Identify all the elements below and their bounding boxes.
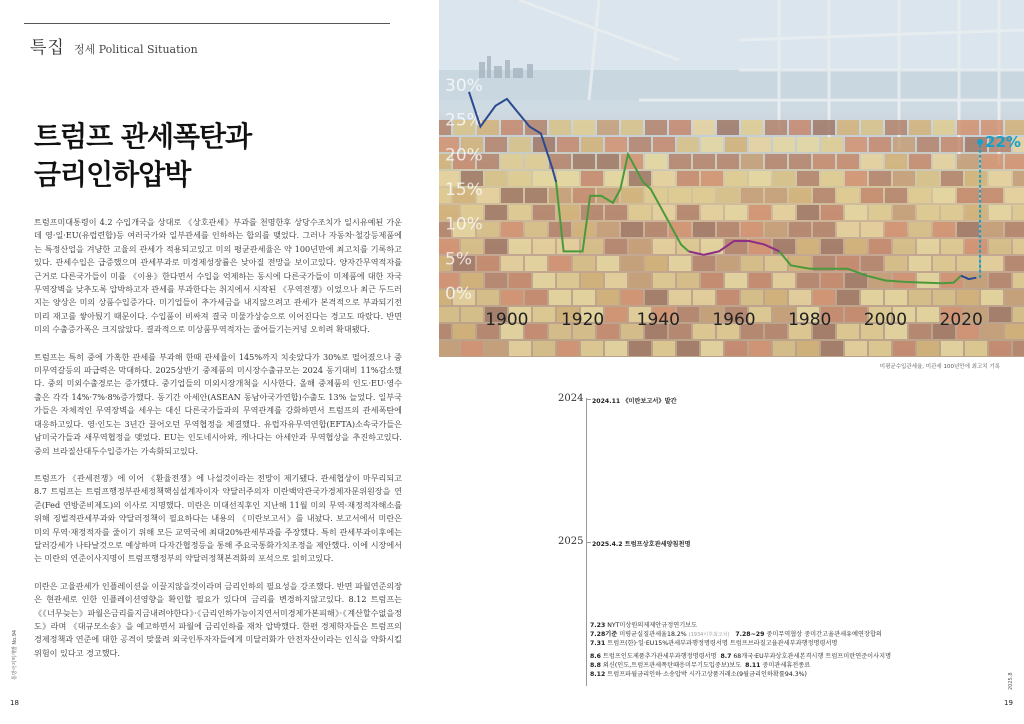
annotation-label: 22% — [985, 133, 1021, 151]
timeline-entry: 7.31 트럼프(한)·일·EU15%관세부과행정명령서명 트럼프브라질고율관세부과행정명령서명 — [590, 640, 838, 647]
body-paragraph: 미란은 고율관세가 인플레이션을 이끌지않을것이라며 금리인하의 필요성을 강조했다. 반면 파월연준의장은 현관세로 인한 인플레이션영향을 확인할 필요가 있다며 금리를 변경하지않고있다. 8.12 트럼프는 《《너무늦는》파월은금리를지금내려야한다》·《금리인하가능이지연서미경제가본피해》·《계산할수없을정도》라며 《대규모소송》을 예고하면서 파월에 금리인하를 재차 압박했다. 한편 경제학자들은 트럼프의 경제정책과 연준에 대한 공격이 맞물려 외국인투자자들에게 미달러화가 안전자산이라는 인식을 약화시킬 위험이 있다고 경고했다. — [34, 580, 402, 658]
body-paragraph: 트럼프미대통령이 4.2 수입개국을 상대로 《상호관세》부과를 천명한후 상당수조치가 일시유예된 가운데 영·일·EU(유럽련합)등 여러국가와 일부관세를 인하하는 합의를 맺었다. 그러나 자동차·철강등제품에는 특정산업을 겨냥한 고율의 관세가 적용되고있고 미의 평균관세율은 약 100년만에 최고치를 기록하고있다. 관세수입은 급증했으며 관세부과로 미경제성장률은 낮아질 전망을 보이고있다. 양자간무역적자를 근거로 다른국가들이 미를 《이용》한다면서 수입을 억제하는 동시에 다른국가들이 미제품에 대한 자국무역장벽을 낮추도록 압박하고자 관세를 부과한다는 취지에서 시작된 《무역전쟁》이었으나 최근 두드러지는 양상은 미의 상품수입증가다. 미기업들이 추가세금을 내지않으려고 관세가 본격적으로 부과되기전 미리 재고를 쌓아뒀기 때문이다. 수입품이 비싸져 결국 미물가상승으로 이어진다는 경고도 따랐다. 반면 미의 수출증가폭은 크지않았다. 결과적으로 미상품무역적자는 줄어들기는커녕 오히려 확대됐다. — [34, 217, 402, 335]
left-page-number: 18 — [10, 699, 19, 707]
article-body — [34, 216, 402, 674]
y-tick-label: 30% — [445, 76, 483, 96]
article-headline — [34, 118, 364, 194]
timeline-tick — [586, 542, 591, 543]
port-photo-chart — [439, 0, 1024, 357]
tariff-chart — [439, 0, 1024, 357]
y-tick-label: 20% — [445, 145, 483, 166]
y-tick-label: 25% — [445, 110, 483, 131]
timeline-year: 2025 — [558, 536, 584, 547]
timeline-entry: 8.8 외신(인도,트럼프관세폭탄때응미무기도입중보)보도 8.11 중미관세휴전종료 — [590, 662, 811, 669]
x-tick-label: 1940 — [636, 310, 680, 330]
y-tick-label: 10% — [445, 214, 483, 235]
timeline-entry — [592, 539, 690, 548]
chart-caption: 미평균수입관세율, 미관세 100년만에 최고치 기록 — [879, 364, 1000, 370]
timeline-entry — [592, 396, 677, 405]
left-page-label: 통방극지역개발 No.94 — [12, 629, 18, 680]
section-title: 특집 — [30, 38, 65, 58]
section-subtitle: 정세 Political Situation — [73, 43, 198, 56]
timeline-entry: 7.28기준 미평균실질관세율18.2% (1934이후최고치) 7.28~29 중미무역협상 중미간고율관세유예연장합의 — [590, 631, 882, 638]
timeline-entry-text: 2024.11 《미란보고서》발간 — [592, 398, 677, 405]
body-paragraph: 트럼프가 《관세전쟁》에 이어 《환율전쟁》에 나설것이라는 전망이 제기됐다. 관세협상이 마무리되고 8.7 트럼프는 트럼프행정부관세정책핵심설계자이자 약달러주의자 미란백악관국가경제자문위원장을 연준(Fed 연방준비제도)의 이사로 지명했다. 미란은 미대선직후인 지난해 11월 미의 무역·재정적자해소를 위해 징벌적관세부과와 약달러정책이 필요하다는 내용의 《미란보고서》를 내놨다. 보고서에서 미란은 미의 무역·재정적자를 줄이기 위해 모든 교역국에 최대20%관세부과를 주장했다. 특히 관세부과이후에는 달러강세가 나타날것으로 예상하며 다자간협정등을 통해 주요국통화가치조정을 제안했다. 이에 시장에서는 미란의 연준이사지명이 트럼프행정부의 약달러정책본격화의 포석으로 읽히고있다. — [34, 472, 402, 564]
top-rule — [24, 23, 390, 24]
y-tick-label: 15% — [445, 180, 483, 200]
section-header — [30, 33, 198, 58]
body-paragraph: 트럼프는 특히 중에 가혹한 관세를 부과해 한때 관세율이 145%까지 치솟았다가 30%로 떨어졌으나 중미무역갈등의 파급력은 막대하다. 2025상반기 중제품의 미시장수출규모는 2024 동기대비 11%감소했다. 중의 미외수출경로는 증가했다. 중기업들의 미외시장개척을 시사한다. 올해 중제품의 인도·EU·영수출은 각각 14%·7%·8%증가했다. 동기간 아세안(ASEAN 동남아국가연합)수출도 13% 늘었다. 일부국가들은 자체적인 무역장벽을 세우는 대신 다른국가들과의 무역관계를 강화하면서 트럼프의 관세폭탄에 대응하고있다. 영·인도는 3년간 끌어오던 무역협정을 체결했다. 유럽자유무역연합(EFTA)소속국가들은 남미국가들과 새무역협정을 맺었다. EU는 인도네시아와, 캐나다는 아세안과 무역협상을 추진하고있다. 중의 브라질산대두수입증가는 가속화되고있다. — [34, 351, 402, 456]
timeline-tick — [586, 399, 591, 400]
timeline-entry: 8.6 트럼프인도제품추가관세부과행정명령서명 8.7 68개국·EU부과상호관세본격시행 트럼프미란연준이사지명 — [590, 653, 892, 660]
timeline-year: 2024 — [558, 393, 584, 404]
right-page-number: 19 — [1004, 699, 1013, 707]
annotation-dot — [977, 139, 983, 145]
x-tick-label: 2000 — [863, 310, 908, 330]
x-tick-label: 1920 — [560, 310, 605, 330]
timeline-entry: 8.12 트럼프파월금리인하·소송압박 시카고상품거래소(9월금리인하확률94.3%) — [590, 671, 807, 678]
right-page-label: 2025.8 — [1008, 672, 1014, 690]
x-tick-label: 1980 — [788, 310, 832, 330]
timeline-entry-text: 2025.4.2 트럼프상호관세양침천명 — [592, 541, 691, 548]
headline-line-2: 금리인하압박 — [34, 158, 191, 191]
y-tick-label: 0% — [445, 284, 472, 304]
x-tick-label: 1960 — [712, 310, 756, 330]
x-tick-label: 1900 — [485, 310, 529, 330]
headline-line-1: 트럼프 관세폭탄과 — [34, 120, 252, 153]
x-tick-label: 2020 — [939, 310, 983, 330]
timeline-entry: 7.23 NYT미상원의제제안규정연기보도 — [590, 622, 698, 629]
y-tick-label: 5% — [445, 249, 472, 270]
